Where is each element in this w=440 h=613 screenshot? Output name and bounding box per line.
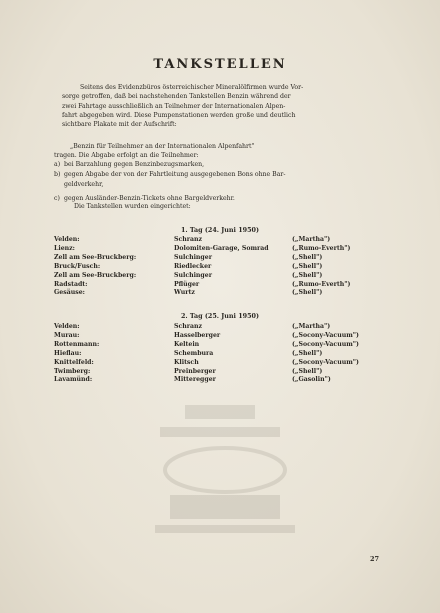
list-text	[64, 170, 388, 189]
list-text: bei Barzahlung gegen Benzinbezugsmarken,	[64, 161, 205, 168]
station-location: Lavamünd:	[54, 376, 93, 384]
list-text: gegen Ausländer-Benzin-Tickets ohne Bargeldverkehr.	[64, 194, 235, 202]
table-row	[54, 289, 384, 298]
table-row	[54, 359, 384, 368]
station-location: Lienz:	[54, 244, 75, 252]
station-operator: Sulchinger	[174, 253, 212, 261]
show-through-illustration	[130, 395, 320, 545]
list-marker: c)	[54, 194, 60, 202]
table-row	[54, 376, 384, 385]
table-row	[54, 323, 384, 332]
station-operator: Schranz	[174, 236, 203, 243]
table-row	[54, 245, 384, 254]
station-location: Velden:	[54, 323, 80, 330]
station-operator: Schranz	[174, 323, 203, 330]
station-operator: Preinberger	[174, 367, 216, 375]
station-brand: („Socony-Vacuum")	[292, 358, 359, 366]
table-row	[54, 368, 384, 377]
table-row	[54, 272, 384, 281]
page-number: 27	[370, 555, 380, 563]
station-brand: („Shell")	[292, 262, 323, 270]
station-location: Gesäuse:	[54, 289, 85, 297]
station-location: Zell am See-Bruckberg:	[54, 271, 137, 279]
station-location: Murau:	[54, 331, 80, 339]
quote-block	[54, 142, 388, 161]
station-location: Rottenmann:	[54, 340, 100, 348]
station-location: Velden:	[54, 236, 80, 243]
intro-line: Seitens des Evidenzbüros österreichischer Mineralölfirmen wurde Vor-	[80, 84, 304, 91]
quote-line: „Benzin für Teilnehmer an der Internationalen Alpenfahrt"	[70, 143, 255, 150]
station-location: Radstadt:	[54, 280, 88, 288]
station-brand: („Martha")	[292, 323, 331, 330]
station-brand: („Socony-Vacuum")	[292, 340, 359, 348]
station-operator: Riedlecker	[174, 262, 212, 270]
station-operator: Schembura	[174, 349, 214, 357]
station-operator: Mitteregger	[174, 376, 216, 384]
intro-line: sichtbare Plakate mit der Aufschrift:	[62, 121, 177, 129]
list-item	[54, 170, 388, 189]
station-operator: Klitsch	[174, 358, 199, 366]
table-row	[54, 281, 384, 290]
station-location: Zell am See-Bruckberg:	[54, 253, 137, 261]
station-operator: Dolomiten-Garage, Somrad	[174, 244, 269, 252]
station-location: Twimberg:	[54, 367, 91, 375]
day2-station-table	[54, 323, 384, 385]
page-title: TANKSTELLEN	[153, 57, 287, 72]
station-operator: Wurtz	[174, 289, 195, 297]
day1-heading: 1. Tag (24. Juni 1950)	[180, 226, 260, 234]
intro-paragraph	[62, 83, 388, 129]
table-row	[54, 254, 384, 263]
intro-line: sorge getroffen, daß bei nachstehenden Tankstellen Benzin während der	[62, 93, 291, 101]
station-brand: („Shell")	[292, 253, 323, 261]
station-brand: („Rumo-Everth")	[292, 244, 351, 252]
delivery-conditions-list	[54, 160, 388, 203]
station-brand: („Martha")	[292, 236, 331, 243]
day2-heading: 2. Tag (25. Juni 1950)	[180, 312, 260, 320]
intro-line: fahrt abgegeben wird. Diese Pumpenstationen werden große und deutlich	[62, 111, 296, 119]
day1-station-table	[54, 236, 384, 298]
station-location: Bruck/Fusch:	[54, 262, 101, 270]
table-row	[54, 350, 384, 359]
intro-line: zwei Fahrtage ausschließlich an Teilnehmer der Internationalen Alpen-	[62, 102, 286, 110]
list-marker: a)	[54, 161, 61, 168]
list-item	[54, 160, 388, 169]
station-operator: Pflüger	[174, 280, 200, 288]
list-item	[54, 194, 388, 203]
station-brand: („Shell")	[292, 271, 323, 279]
station-operator: Hasselberger	[174, 331, 221, 339]
station-brand: („Shell")	[292, 289, 323, 297]
station-location: Hieflau:	[54, 349, 82, 357]
station-brand: („Shell")	[292, 349, 323, 357]
list-marker: b)	[54, 171, 61, 179]
station-operator: Sulchinger	[174, 271, 212, 279]
table-row	[54, 236, 384, 245]
station-brand: („Gasolin")	[292, 376, 331, 384]
station-operator: Keltein	[174, 340, 200, 348]
list-text-line: gegen Abgabe der von der Fahrtleitung ausgegebenen Bons ohne Bar-	[64, 171, 286, 179]
station-brand: („Rumo-Everth")	[292, 280, 351, 288]
station-brand: („Socony-Vacuum")	[292, 331, 359, 339]
stations-intro: Die Tankstellen wurden eingerichtet:	[74, 203, 191, 210]
list-text-continuation: geldverkehr,	[64, 180, 104, 188]
quote-line: tragen. Die Abgabe erfolgt an die Teilnehmer:	[54, 152, 199, 160]
table-row	[54, 332, 384, 341]
table-row	[54, 341, 384, 350]
station-brand: („Shell")	[292, 367, 323, 375]
station-location: Knittelfeld:	[54, 358, 94, 366]
table-row	[54, 263, 384, 272]
